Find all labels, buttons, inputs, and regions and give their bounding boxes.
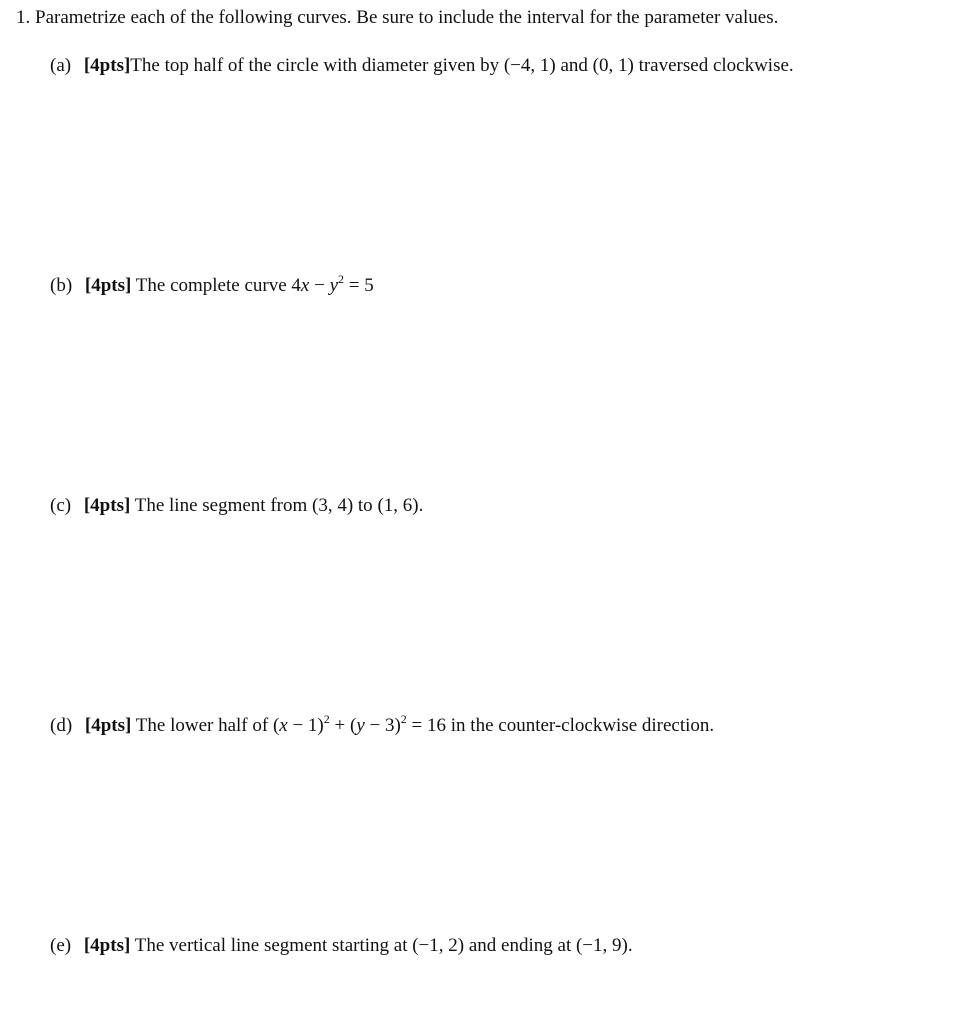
- part-e-text-after: .: [627, 935, 633, 956]
- problem-instructions: Parametrize each of the following curves. Be sure to include the interval for the parameter values.: [35, 7, 779, 28]
- part-b-eq-rhs: = 5: [348, 275, 374, 296]
- part-a-points: [4pts]: [83, 55, 131, 76]
- part-e-label: (e): [50, 935, 72, 956]
- part-e: [50, 934, 633, 958]
- part-c: [50, 494, 423, 518]
- part-c-joiner: to: [357, 495, 373, 516]
- part-e-point-2: (−1, 9): [575, 935, 628, 956]
- part-d-plus: +: [334, 715, 346, 736]
- part-a-label: (a): [50, 55, 72, 76]
- part-d-text-before: The lower half of: [135, 715, 269, 736]
- part-a-text-before: The top half of the circle with diameter given by: [130, 55, 500, 76]
- problem-header: [16, 6, 778, 30]
- part-d: [50, 714, 714, 738]
- part-a-joiner: and: [560, 55, 588, 76]
- part-b-eq-coef: 4: [291, 275, 301, 296]
- part-b-text-before: The complete curve: [135, 275, 287, 296]
- part-e-text-before: The vertical line segment starting at: [134, 935, 408, 956]
- part-b-equation: [291, 272, 374, 296]
- part-d-eq-rhs: = 16: [411, 715, 447, 736]
- part-d-points: [4pts]: [84, 715, 132, 736]
- part-d-exp2: 2: [400, 712, 407, 726]
- part-d-term1-var: x: [279, 715, 288, 736]
- part-d-term1-rest: − 1): [287, 715, 324, 736]
- part-d-term2-var: y: [356, 715, 365, 736]
- part-b-eq-x: x: [300, 275, 310, 296]
- part-e-joiner: and ending at: [468, 935, 572, 956]
- part-d-label: (d): [50, 715, 73, 736]
- part-c-point-2: (1, 6): [377, 495, 419, 516]
- part-d-exp1: 2: [323, 712, 330, 726]
- part-d-term2-open: (: [349, 715, 357, 736]
- part-d-term2-rest: − 3): [364, 715, 401, 736]
- part-a: [50, 54, 794, 78]
- part-b-eq-exp: 2: [338, 272, 344, 286]
- part-d-text-after: in the counter-clockwise direction.: [450, 715, 715, 736]
- part-d-equation: [272, 712, 447, 736]
- part-b-eq-y: y: [329, 275, 338, 296]
- problem-number: 1.: [16, 7, 31, 28]
- part-c-points: [4pts]: [83, 495, 131, 516]
- part-e-points: [4pts]: [83, 935, 131, 956]
- part-c-point-1: (3, 4): [312, 495, 354, 516]
- part-b-eq-minus: −: [314, 275, 325, 296]
- part-c-text-after: .: [418, 495, 424, 516]
- part-a-text-after: traversed clockwise.: [638, 55, 794, 76]
- part-c-label: (c): [50, 495, 72, 516]
- part-c-text-before: The line segment from: [134, 495, 308, 516]
- part-a-point-1: (−4, 1): [503, 55, 556, 76]
- part-d-term1-open: (: [272, 715, 280, 736]
- part-b-points: [4pts]: [84, 275, 132, 296]
- part-b: [50, 274, 374, 298]
- part-a-point-2: (0, 1): [592, 55, 634, 76]
- part-b-label: (b): [50, 275, 73, 296]
- part-e-point-1: (−1, 2): [412, 935, 465, 956]
